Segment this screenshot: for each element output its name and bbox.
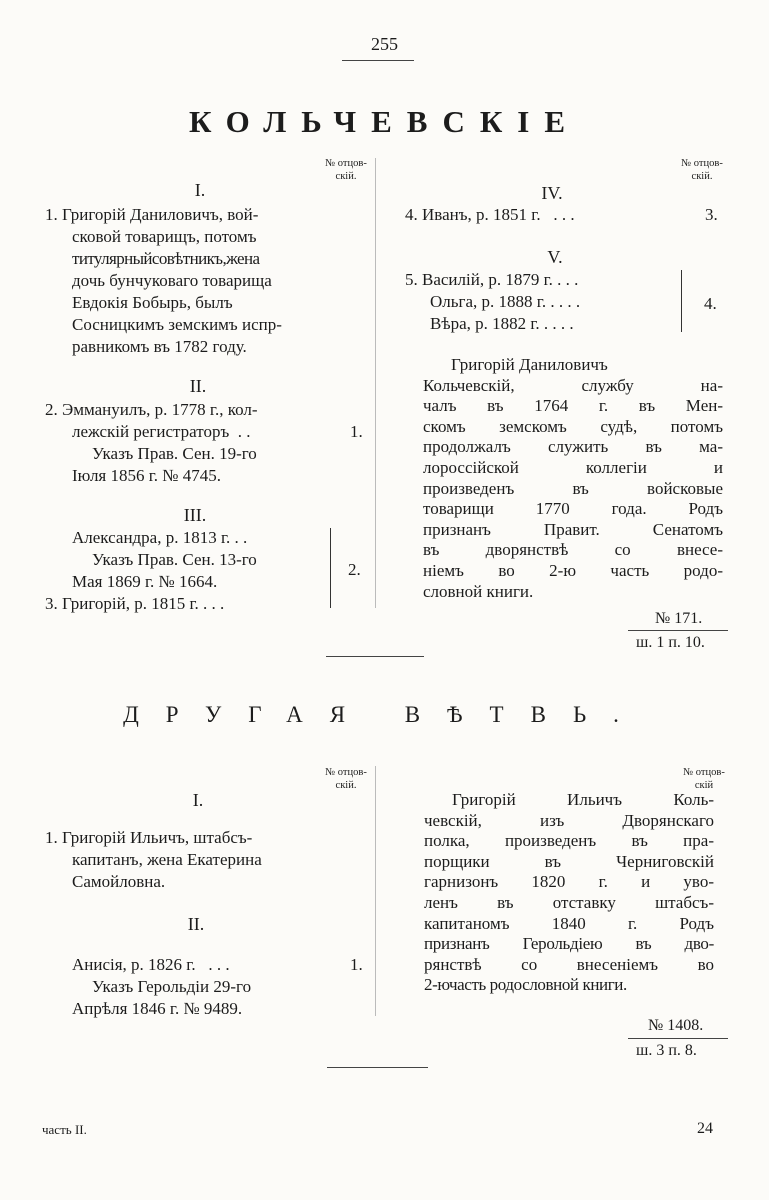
entry-line: 5. Василій, р. 1879 г. . . . (405, 270, 579, 289)
section-separator (326, 656, 424, 657)
entry-line: 4. Иванъ, р. 1851 г. . . . (405, 205, 575, 224)
entry-line: 2. Эммануилъ, р. 1778 г., кол- (45, 400, 258, 419)
footer-part-label: часть II. (42, 1122, 87, 1137)
footer-signature-number: 24 (697, 1120, 713, 1137)
entry-line: 3. Григорій, р. 1815 г. . . . (45, 594, 225, 613)
column-divider (375, 766, 376, 1016)
father-number: 4. (704, 294, 717, 313)
page-number-underline (342, 60, 414, 61)
grouping-brace (681, 270, 682, 332)
reference-divider (628, 630, 728, 631)
father-number: 1. (350, 955, 363, 974)
entry-line: Указъ Прав. Сен. 13-го (92, 550, 257, 569)
entry-line: Самойловна. (72, 872, 166, 891)
entry-line: дочь бунчуковаго товарища (72, 271, 272, 290)
family-description: Григорій Ильичъ Коль- чевскій, изъ Дворянскаго полка, произведенъ въ пра- порщики въ Черниговскій гарнизонъ 1820 г. и уво- ленъ въ отставку штабсъ- капитаномъ 1840 г. Родъ признанъ Герольдіею въ дво- рянствѣ со внесеніемъ во 2-ючасть родословной книги. (424, 790, 714, 995)
entry-line: равникомъ въ 1782 году. (72, 337, 247, 356)
entry-line: Указъ Герольдіи 29-го (92, 977, 252, 996)
entry-line: Ольга, р. 1888 г. . . . . (430, 292, 581, 311)
entry-line: Евдокія Бобырь, былъ (72, 293, 233, 312)
entry-line: капитанъ, жена Екатерина (72, 850, 262, 869)
reference-location: ш. 3 п. 8. (636, 1042, 697, 1059)
branch-title: ДРУГАЯ ВѢТВЬ. (123, 702, 646, 727)
generation-roman-2: II. (189, 376, 207, 396)
generation-roman-1: I. (194, 180, 206, 200)
right-column-heading: № отцов- скій (683, 767, 725, 791)
section-separator (327, 1067, 428, 1068)
father-number: 2. (348, 560, 361, 579)
generation-roman-3: III. (183, 505, 207, 525)
grouping-brace (330, 528, 331, 608)
generation-roman-2: II. (187, 914, 205, 934)
entry-line: Апрѣля 1846 г. № 9489. (72, 999, 243, 1018)
column-divider (375, 158, 376, 608)
reference-number: № 171. (655, 610, 703, 627)
reference-number: № 1408. (648, 1017, 704, 1034)
entry-line: Александра, р. 1813 г. . . (72, 528, 248, 547)
entry-line: титулярныйсовѣтникъ,жена (72, 249, 260, 268)
family-description: Григорій Даниловичъ Кольчевскій, службу на- чалъ въ 1764 г. въ Мен- скомъ земскомъ судѣ, потомъ продолжалъ служить въ ма- лороссійской коллегіи и произведенъ въ войсковые товарищи 1770 года. Родъ признанъ Правит. Сенатомъ въ дворянствѣ со внесе- ніемъ во 2-ю часть родо- словной книги. (423, 355, 723, 601)
father-number: 1. (350, 422, 363, 441)
entry-line: 1. Григорій Даниловичъ, вой- (45, 205, 259, 224)
entry-line: Вѣра, р. 1882 г. . . . . (430, 314, 574, 333)
left-column-heading: № отцов- скій. (325, 767, 367, 791)
entry-line: лежскій регистраторъ . . (72, 422, 251, 441)
entry-line: Сосницкимъ земскимъ испр- (72, 315, 282, 334)
entry-line: Анисія, р. 1826 г. . . . (72, 955, 230, 974)
entry-line: Мая 1869 г. № 1664. (72, 572, 218, 591)
generation-roman-4: IV. (541, 183, 563, 203)
left-column-heading: № отцов- скій. (325, 158, 367, 182)
entry-line: 1. Григорій Ильичъ, штабсъ- (45, 828, 253, 847)
reference-divider (628, 1038, 728, 1039)
reference-location: ш. 1 п. 10. (636, 634, 705, 651)
page-number: 255 (371, 34, 398, 54)
entry-line: Указъ Прав. Сен. 19-го (92, 444, 257, 463)
father-number: 3. (705, 205, 718, 224)
generation-roman-1: I. (192, 790, 204, 810)
family-title: КОЛЬЧЕВСКІЕ (188, 104, 581, 139)
entry-line: сковой товарищъ, потомъ (72, 227, 257, 246)
generation-roman-5: V. (547, 247, 563, 267)
entry-line: Іюля 1856 г. № 4745. (72, 466, 222, 485)
right-column-heading: № отцов- скій. (681, 158, 723, 182)
